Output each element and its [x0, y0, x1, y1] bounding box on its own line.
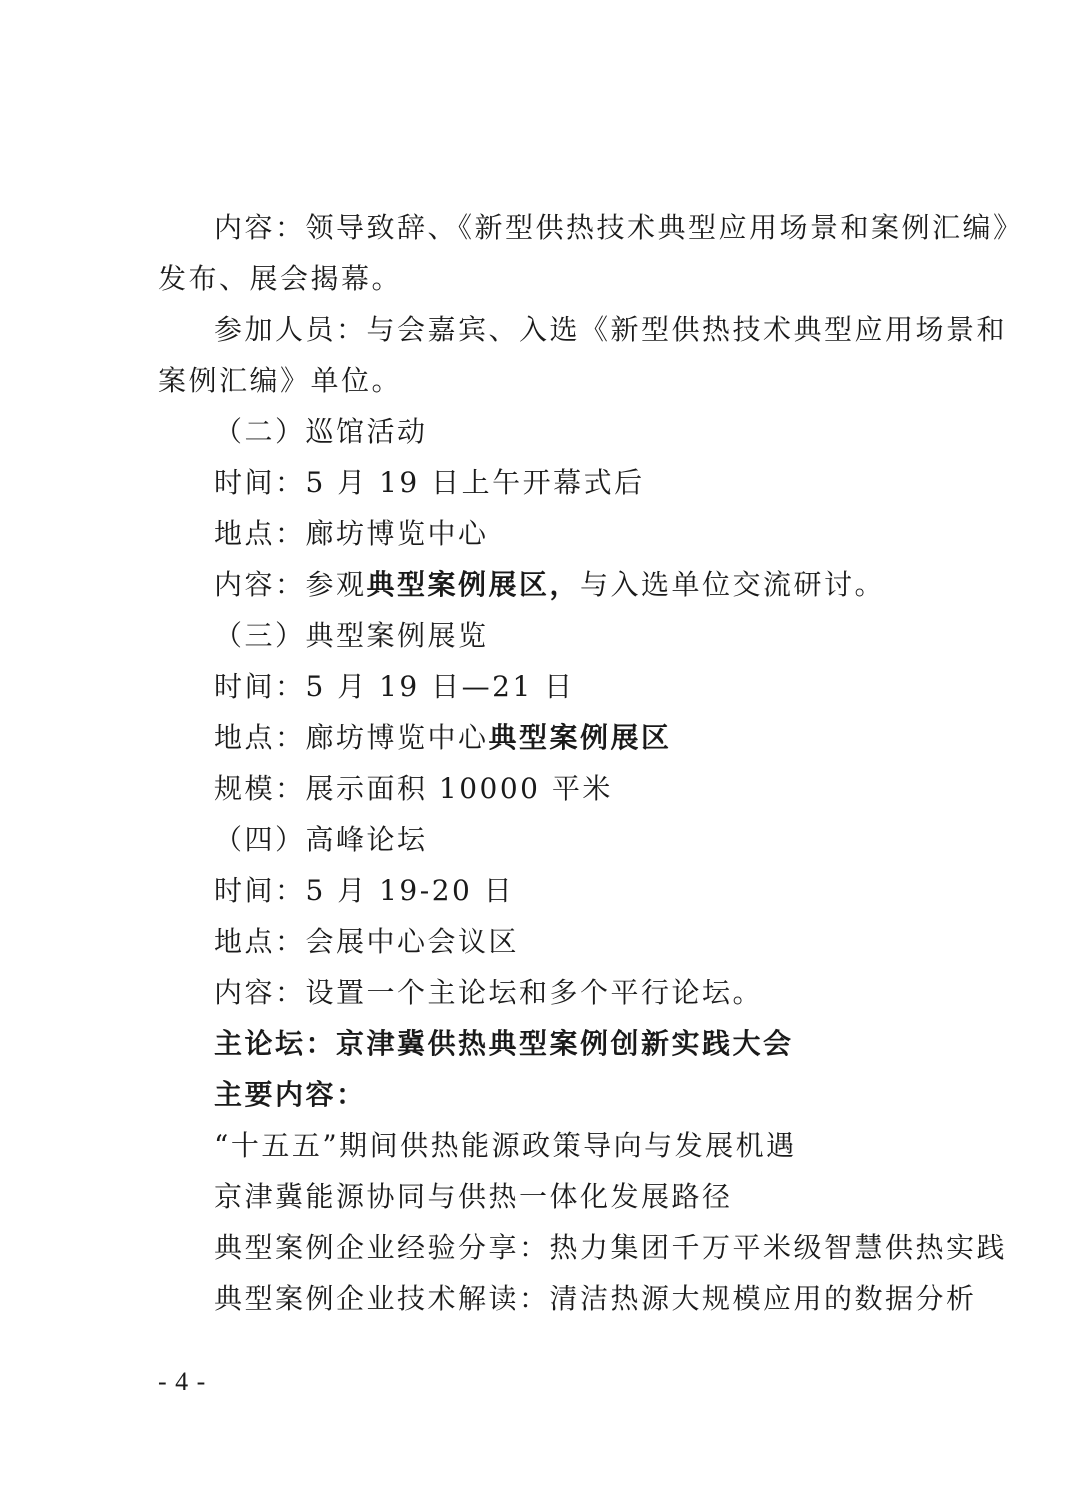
paragraph-line: 案例汇编》单位。: [158, 364, 403, 397]
emphasis-text: 典型案例展区: [488, 721, 672, 754]
list-item: 京津冀能源协同与供热一体化发展路径: [214, 1180, 733, 1213]
emphasis-text: 典型案例展区，: [366, 568, 581, 601]
list-item: 典型案例企业经验分享：热力集团千万平米级智慧供热实践: [214, 1231, 1008, 1264]
paragraph-line: 地点：会展中心会议区: [214, 925, 520, 958]
paragraph-line: 地点：廊坊博览中心: [214, 517, 489, 550]
paragraph-line: 参加人员：与会嘉宾、入选《新型供热技术典型应用场景和: [214, 313, 1008, 346]
paragraph-line: 规模：展示面积 10000 平米: [214, 772, 613, 805]
paragraph-line: 发布、展会揭幕。: [158, 262, 403, 295]
list-item: “十五五”期间供热能源政策导向与发展机遇: [214, 1129, 797, 1162]
paragraph-line: 时间：5 月 19 日上午开幕式后: [214, 466, 645, 499]
section-heading: （二）巡馆活动: [214, 415, 428, 448]
paragraph-line: [214, 718, 672, 758]
text-run: 与入选单位交流研讨。: [580, 568, 886, 601]
text-run: 地点：廊坊博览中心: [214, 721, 489, 754]
page-number: - 4 -: [158, 1367, 207, 1396]
paragraph-line: 内容：设置一个主论坛和多个平行论坛。: [214, 976, 764, 1009]
paragraph-line: 内容：领导致辞、《新型供热技术典型应用场景和案例汇编》: [214, 211, 1024, 244]
text-run: 内容：参观: [214, 568, 367, 601]
subheading: 主要内容：: [214, 1078, 367, 1111]
paragraph-line: [214, 565, 885, 605]
list-item: 典型案例企业技术解读：清洁热源大规模应用的数据分析: [214, 1282, 977, 1315]
forum-title: 主论坛：京津冀供热典型案例创新实践大会: [214, 1027, 794, 1060]
section-heading: （三）典型案例展览: [214, 619, 489, 652]
section-heading: （四）高峰论坛: [214, 823, 428, 856]
paragraph-line: 时间：5 月 19 日—21 日: [214, 670, 575, 703]
paragraph-line: 时间：5 月 19-20 日: [214, 874, 515, 907]
